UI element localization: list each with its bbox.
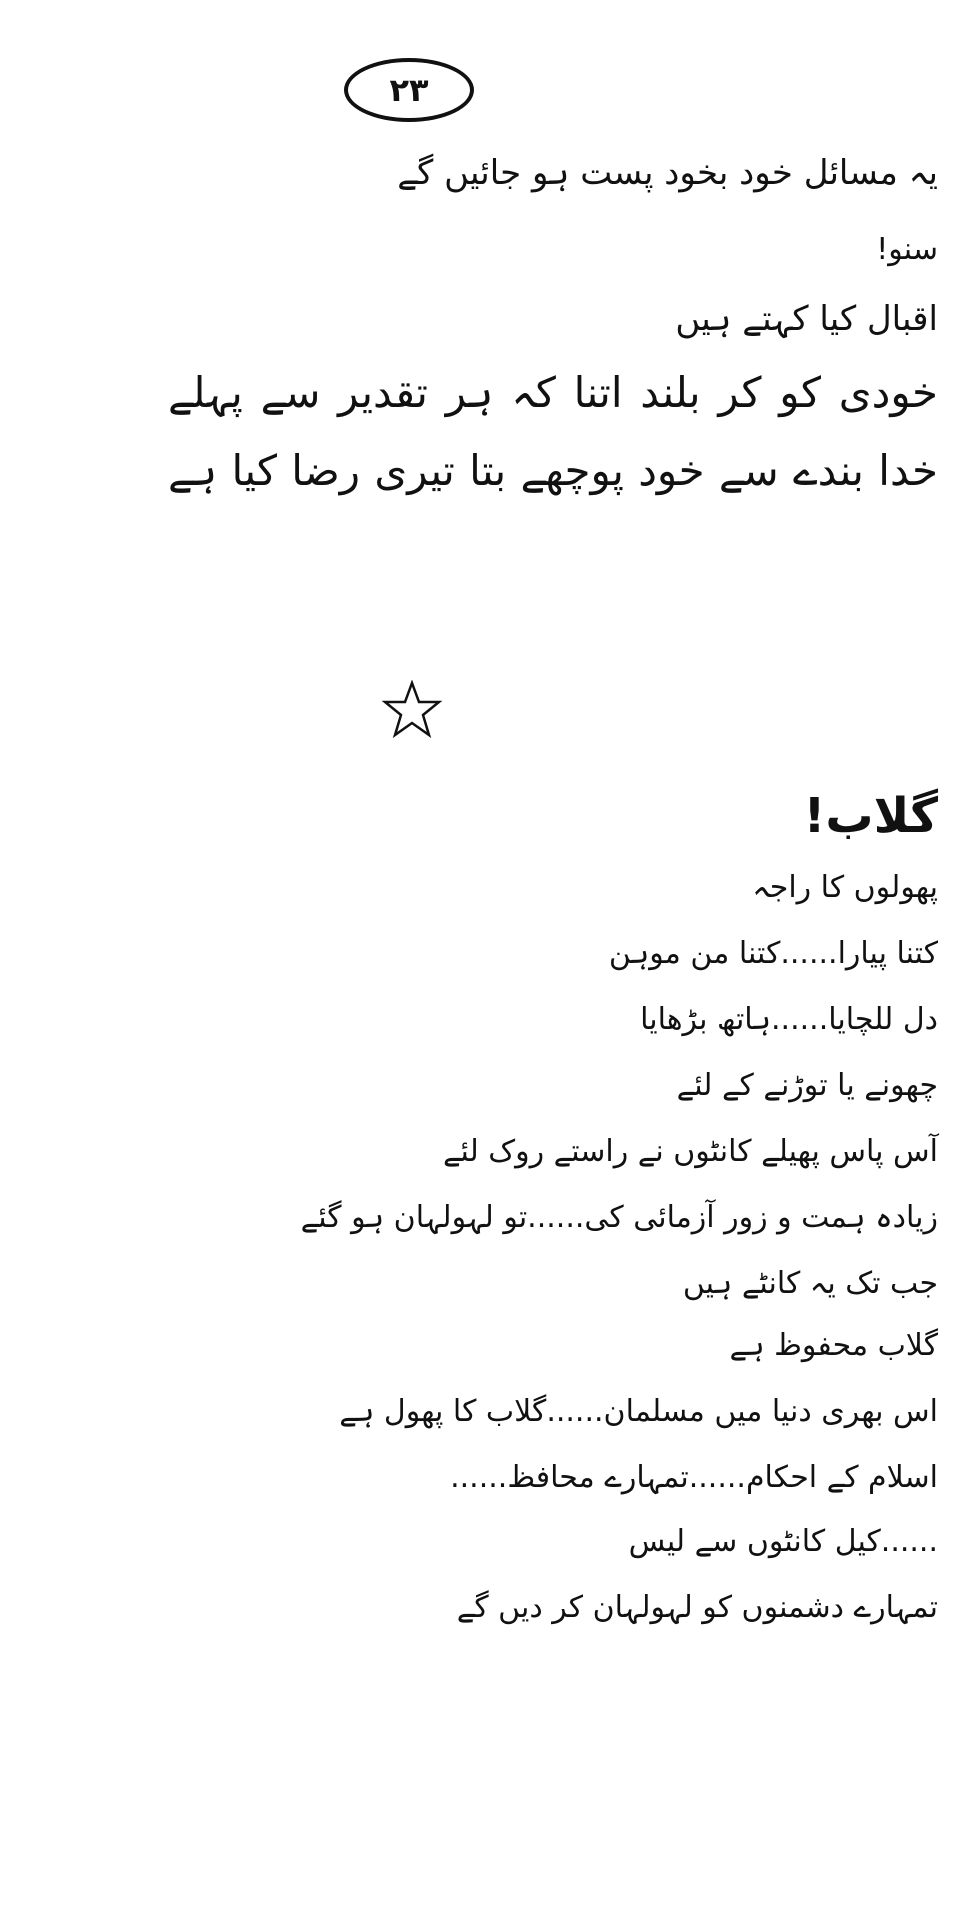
poem-line: آس پاس پھیلے کانٹوں نے راستے روک لئے	[442, 1134, 938, 1169]
poem-line: اس بھری دنیا میں مسلمان......گلاب کا پھول ہے	[339, 1394, 938, 1429]
poem-line: کتنا پیارا......کتنا من موہن	[608, 936, 938, 971]
text-line-issues: یہ مسائل خود بخود پست ہو جائیں گے	[397, 153, 938, 193]
poem-line: چھونے یا توڑنے کے لئے	[676, 1068, 938, 1103]
poem-line: گلاب محفوظ ہے	[729, 1328, 938, 1363]
poem-line: ......کیل کانٹوں سے لیس	[628, 1524, 938, 1559]
page-number: ۲۳	[389, 71, 429, 109]
poem-line: اسلام کے احکام......تمہارے محافظ......	[450, 1460, 938, 1495]
text-line-iqbal: اقبال کیا کہتے ہیں	[675, 299, 938, 339]
poem-line: پھولوں کا راجہ	[752, 870, 938, 905]
page-number-badge	[344, 58, 474, 122]
verse-line-1: خودی کو کر بلند اتنا کہ ہر تقدیر سے پہلے	[168, 368, 938, 417]
poem-line: جب تک یہ کانٹے ہیں	[682, 1266, 938, 1301]
star-outline-icon	[382, 680, 442, 740]
poem-line: زیادہ ہمت و زور آزمائی کی......تو لہولہان ہو گئے	[300, 1200, 938, 1235]
poem-line: تمہارے دشمنوں کو لہولہان کر دیں گے	[456, 1590, 938, 1625]
verse-line-2: خدا بندے سے خود پوچھے بتا تیری رضا کیا ہے	[168, 446, 938, 495]
poem-line: دل للچایا......ہاتھ بڑھایا	[640, 1002, 938, 1037]
text-line-listen: سنو!	[876, 232, 938, 267]
section-title: گلاب!	[803, 788, 938, 844]
